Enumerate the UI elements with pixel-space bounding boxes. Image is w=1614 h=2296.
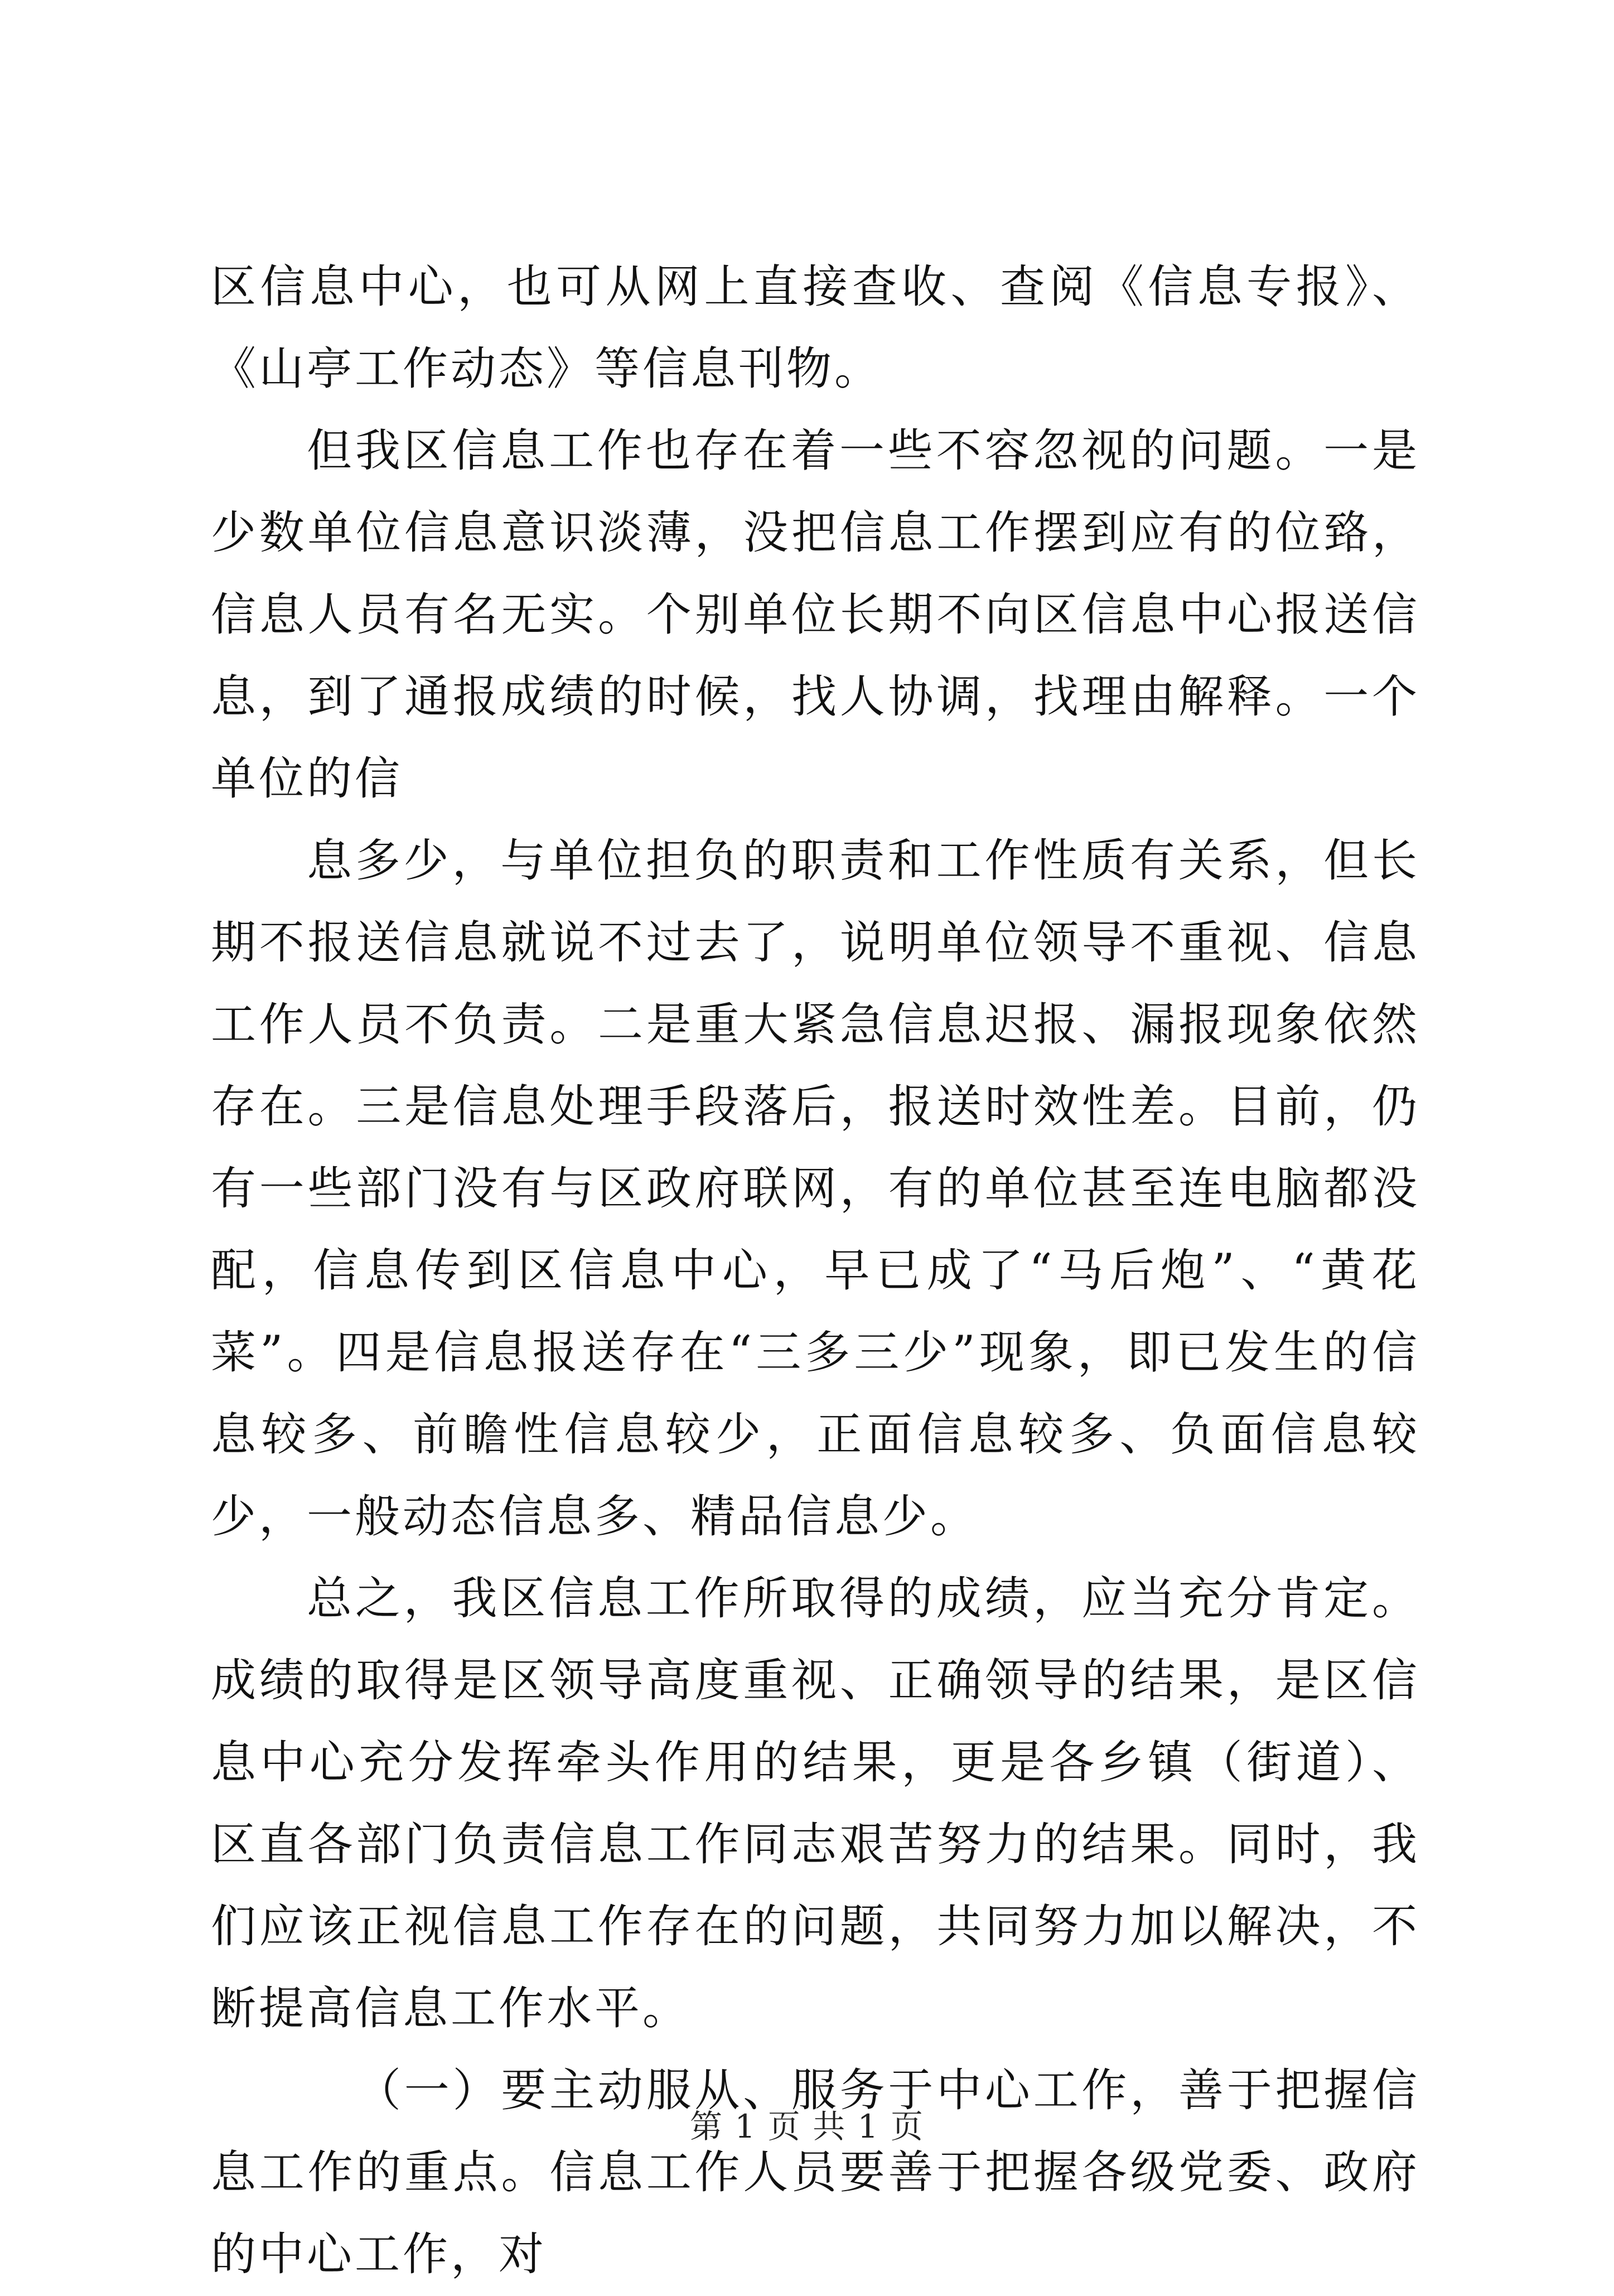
paragraph-problems: 但我区信息工作也存在着一些不容忽视的问题。一是少数单位信息意识淡薄，没把信息工作摆到应有的位臵，信息人员有名无实。个别单位长期不向区信息中心报送信息，到了通报成绩的时候，找人协调，找理由解释。一个单位的信: [211, 425, 1420, 805]
paragraph-continuation: 区信息中心，也可从网上直接查收、查阅《信息专报》、《山亭工作动态》等信息刊物。: [211, 261, 1420, 395]
document-body: [211, 246, 1420, 2296]
page-number-footer: 第 1 页 共 1 页: [690, 2108, 924, 2145]
paragraph-summary: 总之，我区信息工作所取得的成绩，应当充分肯定。成绩的取得是区领导高度重视、正确领导的结果，是区信息中心充分发挥牵头作用的结果，更是各乡镇（街道）、区直各部门负责信息工作同志艰苦努力的结果。同时，我们应该正视信息工作存在的问题，共同努力加以解决，不断提高信息工作水平。: [211, 1573, 1420, 2035]
paragraph-section-one: （一）要主动服从、服务于中心工作，善于把握信息工作的重点。信息工作人员要善于把握各级党委、政府的中心工作，对: [211, 2065, 1420, 2281]
paragraph-problems-continued: 息多少，与单位担负的职责和工作性质有关系，但长期不报送信息就说不过去了，说明单位领导不重视、信息工作人员不负责。二是重大紧急信息迟报、漏报现象依然存在。三是信息处理手段落后，报送时效性差。目前，仍有一些部门没有与区政府联网，有的单位甚至连电脑都没配，信息传到区信息中心，早已成了“马后炮”、“黄花菜”。四是信息报送存在“三多三少”现象，即已发生的信息较多、前瞻性信息较少，正面信息较多、负面信息较少，一般动态信息多、精品信息少。: [211, 835, 1420, 1543]
